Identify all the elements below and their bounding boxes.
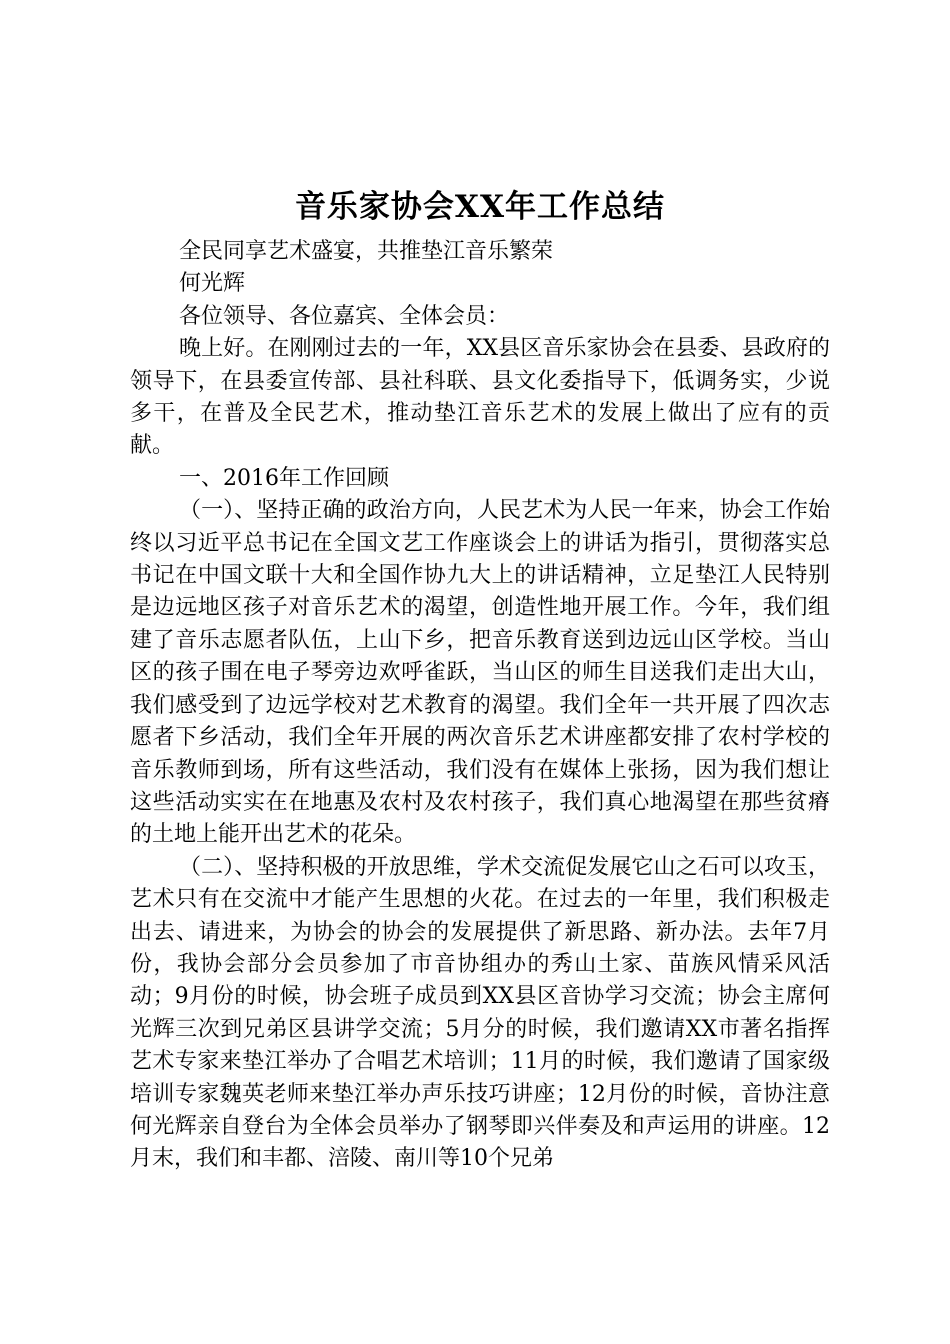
document-page [130,182,830,1176]
paragraph-section-1: （一）、坚持正确的政治方向，人民艺术为人民一年来，协会工作始终以习近平总书记在全国文艺工作座谈会上的讲话为指引，贯彻落实总书记在中国文联十大和全国作协九大上的讲话精神，立足垫江人民特别是边远地区孩子对音乐艺术的渴望，创造性地开展工作。今年，我们组建了音乐志愿者队伍，上山下乡，把音乐教育送到边远山区学校。当山区的孩子围在电子琴旁边欢呼雀跃，当山区的师生目送我们走出大山，我们感受到了边远学校对艺术教育的渴望。我们全年一共开展了四次志愿者下乡活动，我们全年开展的两次音乐艺术讲座都安排了农村学校的音乐教师到场，所有这些活动，我们没有在媒体上张扬，因为我们想让这些活动实实在在地惠及农村及农村孩子，我们真心地渴望在那些贫瘠的土地上能开出艺术的花朵。 [130,498,830,848]
paragraph-section-2: （二）、坚持积极的开放思维，学术交流促发展它山之石可以攻玉，艺术只有在交流中才能产生思想的火花。在过去的一年里，我们积极走出去、请进来，为协会的协会的发展提供了新思路、新办法。去年7月份，我协会部分会员参加了市音协组办的秀山土家、苗族风情采风活动；9月份的时候，协会班子成员到XX县区音协学习交流；协会主席何光辉三次到兄弟区县讲学交流；5月分的时候，我们邀请XX市著名指挥艺术专家来垫江举办了合唱艺术培训；11月的时候，我们邀请了国家级培训专家魏英老师来垫江举办声乐技巧讲座；12月份的时候，音协注意何光辉亲自登台为全体会员举办了钢琴即兴伴奏及和声运用的讲座。12月末，我们和丰都、涪陵、南川等10个兄弟 [130,854,830,1172]
document-title: 音乐家协会XX年工作总结 [294,189,666,225]
section-heading: 一、2016年工作回顾 [179,465,389,491]
subtitle: 全民同享艺术盛宴，共推垫江音乐繁荣 [179,239,554,264]
salutation: 各位领导、各位嘉宾、全体会员： [179,303,510,329]
paragraph-greeting: 晚上好。在刚刚过去的一年，XX县区音乐家协会在县委、县政府的领导下，在县委宣传部、县社科联、县文化委指导下，低调务实，少说多干，在普及全民艺术，推动垫江音乐艺术的发展上做出了应有的贡献。 [130,336,830,459]
author: 何光辉 [179,271,246,297]
